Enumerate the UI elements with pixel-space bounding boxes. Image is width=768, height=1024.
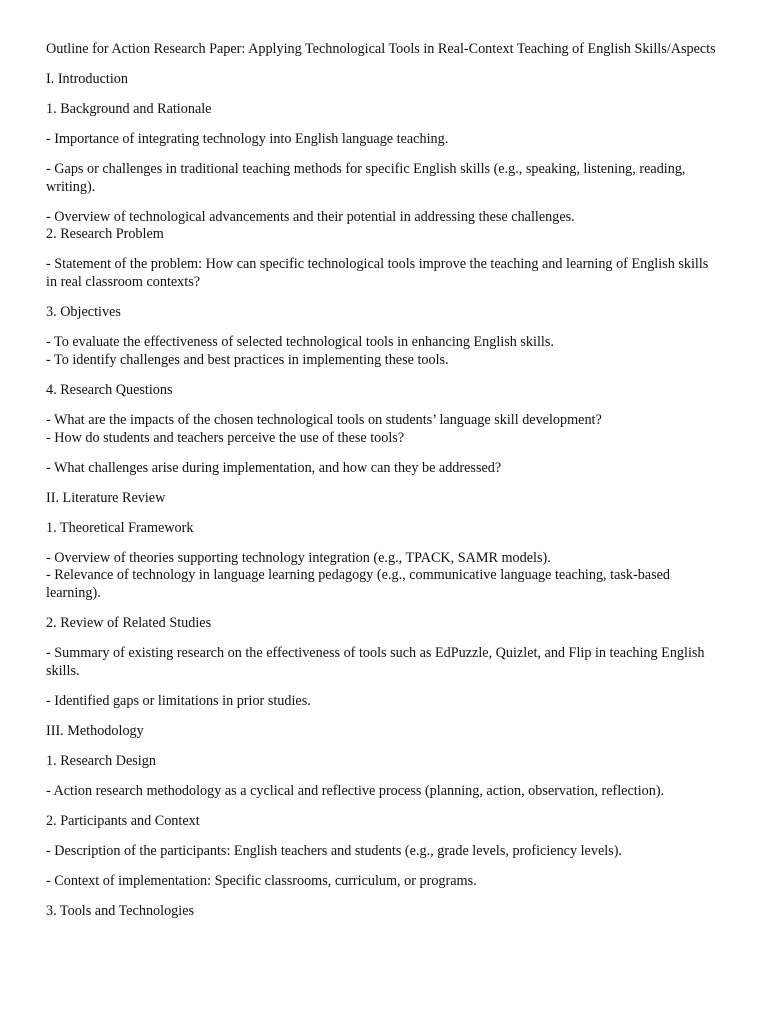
- bullet-item: - Overview of technological advancements and their potential in addressing these challenges.: [46, 208, 575, 225]
- subheading-participants-context: 2. Participants and Context: [46, 812, 200, 829]
- bullet-item: - What challenges arise during implementation, and how can they be addressed?: [46, 459, 502, 476]
- bullet-item: - Statement of the problem: How can specific technological tools improve the teaching and learning of English skills in real classroom contexts?: [46, 256, 709, 291]
- bullet-item: - Importance of integrating technology into English language teaching.: [46, 131, 449, 147]
- bullet-item: - To evaluate the effectiveness of selected technological tools in enhancing English skills.: [46, 334, 554, 351]
- bullet-item: - Context of implementation: Specific classrooms, curriculum, or programs.: [46, 872, 477, 889]
- bullet-item: - Identified gaps or limitations in prior studies.: [46, 692, 311, 709]
- bullet-item: - What are the impacts of the chosen technological tools on students’ language skill development?: [46, 411, 602, 428]
- bullet-item: - Summary of existing research on the effectiveness of tools such as EdPuzzle, Quizlet, and Flip in teaching English skills.: [46, 644, 705, 679]
- subheading-research-problem: 2. Research Problem: [46, 226, 164, 243]
- subheading-research-design: 1. Research Design: [46, 752, 156, 769]
- section-heading-literature-review: II. Literature Review: [46, 489, 166, 506]
- bullet-item: - Gaps or challenges in traditional teaching methods for specific English skills (e.g., speaking, listening, reading, writing).: [46, 161, 686, 195]
- subheading-tools-technologies: 3. Tools and Technologies: [46, 902, 195, 919]
- subheading-theoretical-framework: 1. Theoretical Framework: [46, 519, 194, 536]
- bullet-item: - Overview of theories supporting technology integration (e.g., TPACK, SAMR models).: [46, 549, 551, 566]
- document-page: [46, 41, 718, 920]
- subheading-research-questions: 4. Research Questions: [46, 381, 173, 398]
- document-title: Outline for Action Research Paper: Applying Technological Tools in Real-Context Teaching of English Skills/Aspects: [46, 41, 716, 57]
- section-heading-introduction: I. Introduction: [46, 71, 128, 87]
- section-heading-methodology: III. Methodology: [46, 722, 144, 739]
- subheading-objectives: 3. Objectives: [46, 304, 121, 321]
- bullet-item: - Relevance of technology in language learning pedagogy (e.g., communicative language teaching, task-based learning).: [46, 567, 671, 601]
- bullet-item: - Action research methodology as a cyclical and reflective process (planning, action, observation, reflection).: [46, 782, 665, 799]
- bullet-item: - To identify challenges and best practices in implementing these tools.: [46, 351, 449, 368]
- subheading-related-studies: 2. Review of Related Studies: [46, 614, 212, 631]
- subheading-background: 1. Background and Rationale: [46, 101, 212, 117]
- bullet-item: - How do students and teachers perceive the use of these tools?: [46, 429, 405, 446]
- bullet-item: - Description of the participants: English teachers and students (e.g., grade levels, proficiency levels).: [46, 842, 622, 859]
